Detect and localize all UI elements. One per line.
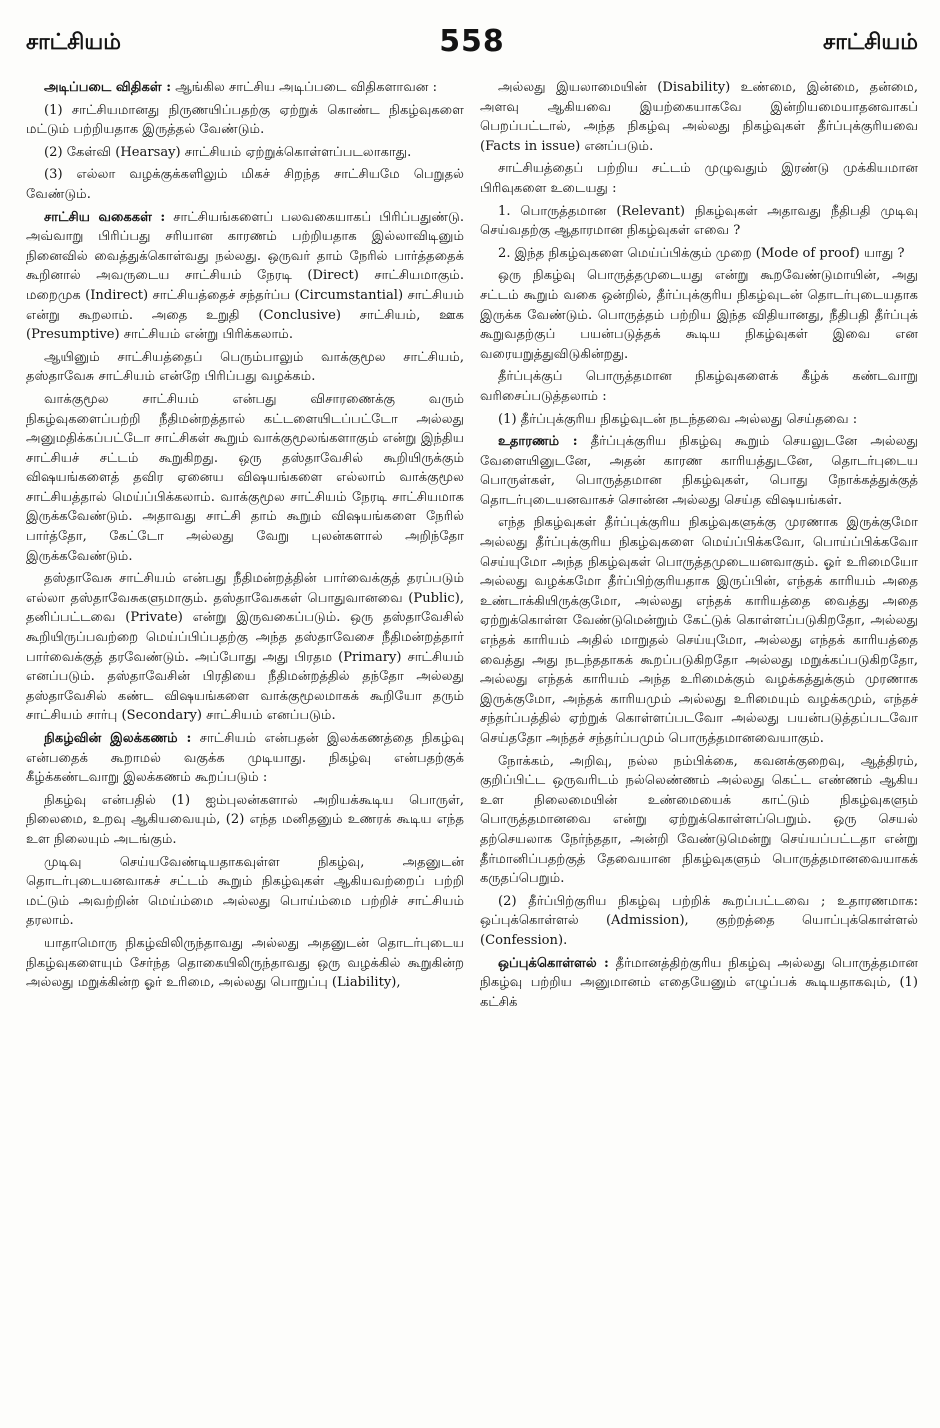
paragraph-text: யாதாமொரு நிகழ்விலிருந்தாவது அல்லது அதனுடன் தொடர்புடைய நிகழ்வுகளையும் சேர்ந்த தொகையிலிருந்தாவது ஒரு வழக்கில் கூறுகின்ற அல்லது மறுக்கின்ற ஓர் உரிமை, அல்லது பொறுப்பு (Liability), <box>26 935 464 991</box>
paragraph-text: ஒரு நிகழ்வு பொருத்தமுடையது என்று கூறவேண்டுமாயின், அது சட்டம் கூறும் வகை ஒன்றில், தீர்ப்புக்குரிய நிகழ்வுடன் தொடர்புடையதாக இருக்க வேண்டும். பொருத்தம் பற்றிய இந்த விதியானது, நீதிபதி தீர்ப்புக் கூறுவதற்குப் பயன்படுத்தக் கூடிய நிகழ்வுகள் இவை என வரையறுத்துவிடுகின்றது. <box>480 268 918 362</box>
paragraph-text: நோக்கம், அறிவு, நல்ல நம்பிக்கை, கவனக்குறைவு, ஆத்திரம், குறிப்பிட்ட ஒருவரிடம் நல்லெண்ணம் அல்லது கெட்ட எண்ணம் ஆகிய உள நிலைமையின் உண்மையைக் காட்டும் நிகழ்வுகளும் பொருத்தமானவை என்று ஏற்றுக்கொள்ளப்பெறும். ஒரு செயல் தற்செயலாக நேர்ந்ததா, அன்றி வேண்டுமென்று செய்யப்பட்டதா என்று தீர்மானிப்பதற்குத் தேவையான நிகழ்வுகளும் பொருத்தமானவையாகக் கருதப்பெறும். <box>480 753 918 887</box>
paragraph <box>480 78 918 156</box>
paragraph-heading: ஒப்புக்கொள்ளல் : <box>498 955 609 971</box>
paragraph <box>26 934 464 993</box>
paragraph-text: வாக்குமூல சாட்சியம் என்பது விசாரணைக்கு வரும் நிகழ்வுகளைப்பற்றி நீதிமன்றத்தால் கட்டளையிடப்பட்டோ அல்லது அனுமதிக்கப்பட்டோ சாட்சிகள் கூறும் வாக்குமூலங்களாகும் என்று இந்திய சாட்சியச் சட்டம் கூறுகிறது. ஒரு தஸ்தாவேசில் கூறியிருக்கும் விஷயங்களைத் தவிர ஏனைய விஷயங்களை எல்லாம் வாக்குமூல சாட்சியத்தால் மெய்ப்பிக்கலாம். வாக்குமூல சாட்சியம் நேரடி சாட்சியமாக இருக்கவேண்டும். அதாவது சாட்சி தாம் கூறும் விஷயங்களை நேரில் பார்த்தோ, கேட்டோ அல்லது வேறு புலன்களால் அறிந்தோ இருக்கவேண்டும். <box>26 391 464 564</box>
paragraph <box>26 791 464 850</box>
paragraph-text: (1) சாட்சியமானது நிருணயிப்பதற்கு ஏற்றுக் கொண்ட நிகழ்வுகளை மட்டும் பற்றியதாக இருத்தல் வேண்டும். <box>26 102 464 138</box>
paragraph-text: 1. பொருத்தமான (Relevant) நிகழ்வுகள் அதாவது நீதிபதி முடிவு செய்வதற்கு ஆதாரமான நிகழ்வுகள் எவை ? <box>480 203 918 239</box>
right-column <box>480 78 918 1398</box>
paragraph-text: முடிவு செய்யவேண்டியதாகவுள்ள நிகழ்வு, அதனுடன் தொடர்புடையனவாகச் சட்டம் கூறும் நிகழ்வுகள் ஆகியவற்றைப் பற்றி மட்டும் அவற்றின் மெய்ம்மை அல்லது பொய்ம்மை பற்றிச் சாட்சியம் தரலாம். <box>26 854 464 929</box>
paragraph <box>480 513 918 748</box>
paragraph <box>480 244 918 264</box>
paragraph-text: (3) எல்லா வழக்குக்களிலும் மிகச் சிறந்த சாட்சியமே பெறுதல் வேண்டும். <box>26 167 464 202</box>
paragraph <box>26 208 464 345</box>
paragraph <box>26 348 464 387</box>
paragraph-text: அல்லது இயலாமையின் (Disability) உண்மை, இன்மை, தன்மை, அளவு ஆகியவை இயற்கையாகவே இன்றியமையாதனவாகப் பெறப்பட்டால், அந்த நிகழ்வு அல்லது நிகழ்வுகள் தீர்ப்புக்குரியவை (Facts in issue) எனப்படும். <box>480 80 918 154</box>
paragraph <box>26 101 464 140</box>
paragraph <box>480 752 918 889</box>
page-header <box>26 24 918 64</box>
paragraph-heading: சாட்சிய வகைகள் : <box>44 209 166 225</box>
paragraph-text: எந்த நிகழ்வுகள் தீர்ப்புக்குரிய நிகழ்வுகளுக்கு முரணாக இருக்குமோ அல்லது தீர்ப்புக்குரிய நிகழ்வுகளை மெய்ப்பிக்கவோ, பொய்ப்பிக்கவோ செய்யுமோ அந்த நிகழ்வுகள் பொருத்தமுடையனவாகும். ஓர் உரிமையோ அல்லது வழக்கமோ தீர்ப்பிற்குரியதாக இருப்பின், எந்தக் காரியம் அதை உண்டாக்கியிருக்குமோ, அல்லது எந்தக் காரியத்தை வைத்து அதை ஏற்றுக்கொள்ள வேண்டுமென்றும் கேட்டுக் கொள்ளப்படுகிறதோ, அல்லது எந்தக் காரியம் அதில் மாறுதல் செய்யுமோ, அல்லது எந்தக் காரியத்தை வைத்து அது நடந்ததாகக் கூறப்படுகிறதோ அல்லது மறுக்கப்படுகிறதோ, அல்லது எந்தக் காரியம் அந்த உரிமைக்கும் வழக்கத்துக்கும் முரணாக இருக்குமோ, அந்தக் காரியமும் அல்லது உரிமையும் வழக்கமும், எந்தச் சந்தர்ப்பத்தில் ஏற்றுக் கொள்ளப்படவோ அல்லது பயன்படுத்தப்படவோ செய்ததோ அந்தச் சந்தர்ப்பமும் பொருத்தமானவையாகும். <box>480 515 918 746</box>
paragraph-text: ஆயினும் சாட்சியத்தைப் பெரும்பாலும் வாக்குமூல சாட்சியம், தஸ்தாவேசு சாட்சியம் என்றே பிரிப்பது வழக்கம். <box>26 349 464 385</box>
paragraph <box>480 202 918 241</box>
paragraph-text: (2) தீர்ப்பிற்குரிய நிகழ்வு பற்றிக் கூறப்பட்டவை ; உதாரணமாக: ஒப்புக்கொள்ளல் (Admission), குற்றத்தை யொப்புக்கொள்ளல் (Confession). <box>480 893 918 948</box>
paragraph <box>26 569 464 726</box>
paragraph <box>480 159 918 198</box>
paragraph-heading: அடிப்படை விதிகள் : <box>44 80 172 95</box>
paragraph-text: ஆங்கில சாட்சிய அடிப்படை விதிகளாவன : <box>175 80 438 95</box>
paragraph <box>480 266 918 364</box>
left-column <box>26 78 464 1398</box>
paragraph <box>480 410 918 430</box>
paragraph-text: சாட்சியத்தைப் பற்றிய சட்டம் முழுவதும் இரண்டு முக்கியமான பிரிவுகளை உடையது : <box>480 161 918 196</box>
running-head-left: சாட்சியம் <box>26 30 121 55</box>
paragraph <box>26 78 464 98</box>
paragraph-heading: உதாரணம் : <box>498 434 578 450</box>
paragraph-text: (1) தீர்ப்புக்குரிய நிகழ்வுடன் நடந்தவை அல்லது செய்தவை : <box>498 411 858 427</box>
paragraph <box>26 165 464 204</box>
paragraph-text: சாட்சியங்களைப் பலவகையாகப் பிரிப்பதுண்டு. அவ்வாறு பிரிப்பது சரியான காரணம் பற்றியதாக இல்லாவிடினும் நினைவில் வைத்துக்கொள்வது நல்லது. ஒருவர் தாம் நேரில் பார்த்ததைக் கூறினால் அவருடைய சாட்சியம் நேரடி (Direct) சாட்சியமாகும். மறைமுக (Indirect) சாட்சியத்தைச் சந்தர்ப்ப (Circumstantial) சாட்சியம் என்று கூறலாம். அதை உறுதி (Conclusive) சாட்சியம், ஊக (Presumptive) சாட்சியம் என்று பிரிக்கலாம். <box>26 209 464 343</box>
paragraph-text: சாட்சியம் என்பதன் இலக்கணத்தை நிகழ்வு என்பதைக் கூறாமல் வகுக்க முடியாது. நிகழ்வு என்பதற்குக் கீழ்க்கண்டவாறு இலக்கணம் கூறப்படும் : <box>26 731 464 786</box>
paragraph <box>480 432 918 510</box>
paragraph-text: தஸ்தாவேசு சாட்சியம் என்பது நீதிமன்றத்தின் பார்வைக்குத் தரப்படும் எல்லா தஸ்தாவேசுகளுமாகும். தஸ்தாவேசுகள் பொதுவானவை (Public), தனிப்பட்டவை (Private) என்று இருவகைப்படும். ஒரு தஸ்தாவேசில் கூறியிருப்பவற்றை மெய்ப்பிப்பதற்கு அந்த தஸ்தாவேசை நீதிமன்றத்தார் பார்வைக்குத் தரவேண்டும். அப்போது அது பிரதம (Primary) சாட்சியம் எனப்படும். தஸ்தாவேசின் பிரதியை நீதிமன்றத்தில் தந்தோ அல்லது தஸ்தாவேசில் கண்ட விஷயங்களை வாக்குமூலமாகக் கூறியோ தரும் சாட்சியம் சார்பு (Secondary) சாட்சியம் எனப்படும். <box>26 571 464 724</box>
paragraph-text: 2. இந்த நிகழ்வுகளை மெய்ப்பிக்கும் முறை (Mode of proof) யாது ? <box>498 245 905 261</box>
running-head-right: சாட்சியம் <box>823 30 918 55</box>
paragraph-text: நிகழ்வு என்பதில் (1) ஐம்புலன்களால் அறியக்கூடிய பொருள், நிலைமை, உறவு ஆகியவையும், (2) எந்த மனிதனும் உணரக் கூடிய எந்த உள நிலையும் அடங்கும். <box>26 792 464 847</box>
paragraph <box>26 390 464 566</box>
paragraph <box>26 143 464 163</box>
page-number: 558 <box>439 24 505 59</box>
paragraph-text: தீர்மானத்திற்குரிய நிகழ்வு அல்லது பொருத்தமான நிகழ்வு பற்றிய அனுமானம் எதையேனும் எழுப்பக் கூடியதாகவும், (1) கட்சிக் <box>480 955 918 1010</box>
paragraph-text: தீர்ப்புக்குரிய நிகழ்வு கூறும் செயலுடனே அல்லது வேளையினுடனே, அதன் காரண காரியத்துடனே, தொடர்புடைய பொருள்கள், பொருத்தமான நிகழ்வுகள், பொது நோக்கத்துக்குத் தொடர்புடையனவாகச் சொன்ன அல்லது செய்த விஷயங்கள். <box>480 434 918 508</box>
text-columns <box>26 78 918 1398</box>
paragraph-text: (2) கேள்வி (Hearsay) சாட்சியம் ஏற்றுக்கொள்ளப்படலாகாது. <box>44 144 412 160</box>
paragraph <box>26 729 464 788</box>
paragraph <box>480 892 918 951</box>
paragraph <box>26 853 464 931</box>
paragraph <box>480 954 918 1013</box>
paragraph-heading: நிகழ்வின் இலக்கணம் : <box>44 731 192 746</box>
paragraph-text: தீர்ப்புக்குப் பொருத்தமான நிகழ்வுகளைக் கீழ்க் கண்டவாறு வரிசைப்படுத்தலாம் : <box>480 369 918 404</box>
paragraph <box>480 367 918 406</box>
